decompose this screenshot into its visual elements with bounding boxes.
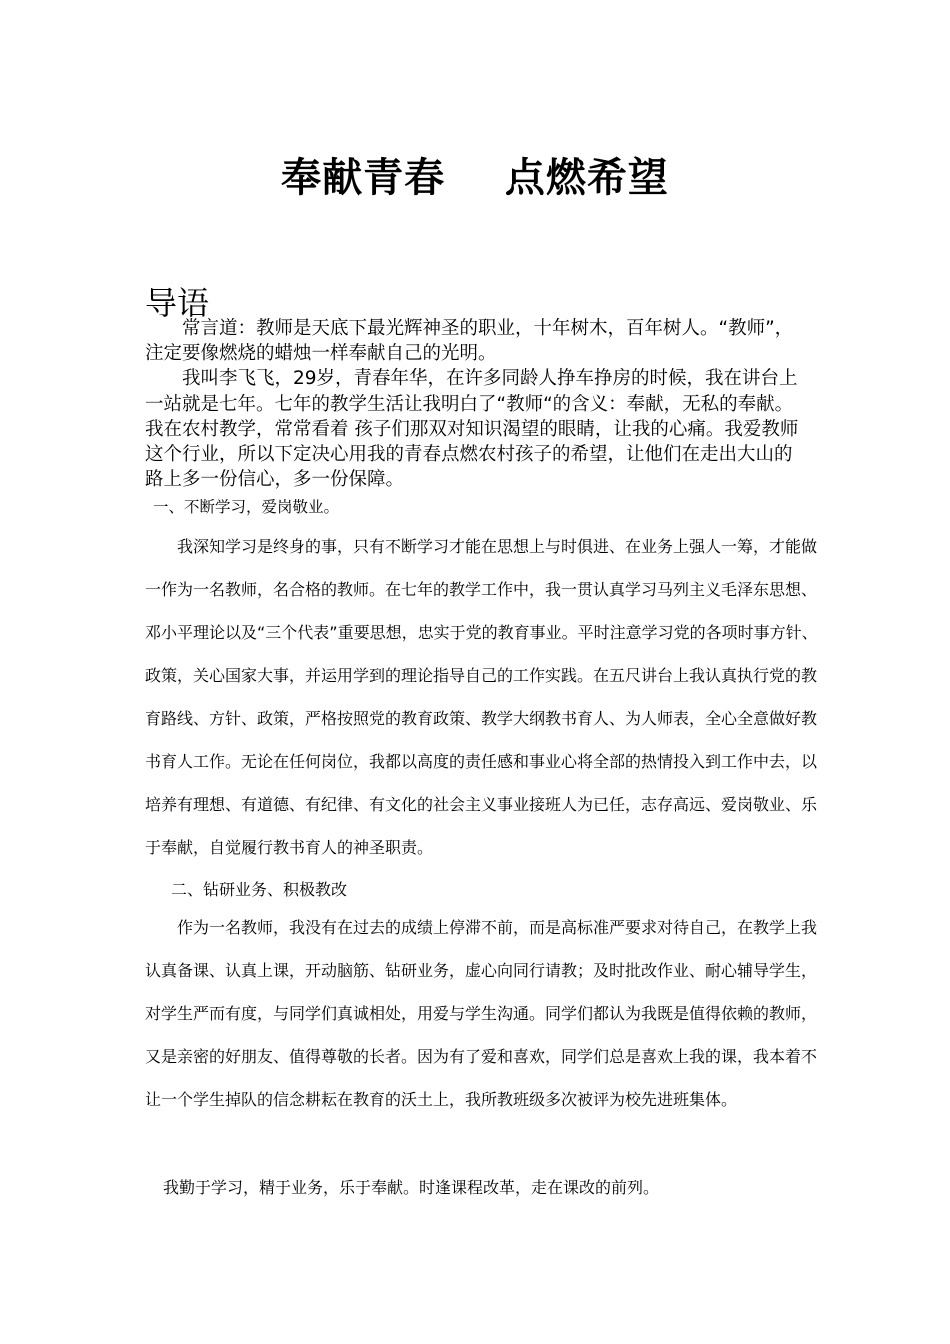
section-heading-2: 二、钻研业务、积极教改 [171,880,348,899]
section-1-body [145,525,825,869]
subheading-daoyu: 导语 [145,284,210,322]
section-2-paragraph: 作为一名教师，我没有在过去的成绩上停滞不前，而是高标准严要求对待自己，在教学上我认真备课、认真上课，开动脑筋、钻研业务，虚心向同行请教；及时批改作业、耐心辅导学生，对学生严而有度，与同学们真诚相处，用爱与学生沟通。同学们都认为我既是值得依赖的教师，又是亲密的好朋友、值得尊敬的长者。因为有了爱和喜欢，同学们总是喜欢上我的课，我本着不让一个学生掉队的信念耕耘在教育的沃土上，我所教班级多次被评为校先进班集体。 [145,918,818,1109]
section-1-paragraph: 我深知学习是终身的事，只有不断学习才能在思想上与时俱进、在业务上强人一筹，才能做一作为一名教师，名合格的教师。在七年的教学工作中，我一贯认真学习马列主义毛泽东思想、邓小平理论以及“三个代表”重要思想，忠实于党的教育事业。平时注意学习党的各项时事方针、政策，关心国家大事，并运用学到的理论指导自己的工作实践。在五尺讲台上我认真执行党的教育路线、方针、政策，严格按照党的教育政策、教学大纲教书育人、为人师表，全心全意做好教书育人工作。无论在任何岗位，我都以高度的责任感和事业心将全部的热情投入到工作中去，以培养有理想、有道德、有纪律、有文化的社会主义事业接班人为已任，志存高远、爱岗敬业、乐于奉献，自觉履行教书育人的神圣职责。 [145,537,818,857]
intro-paragraph-2: 我叫李飞飞，29岁，青春年华，在许多同龄人挣车挣房的时候，我在讲台上一站就是七年。七年的教学生活让我明白了“教师“的含义：奉献，无私的奉献。我在农村教学，常常看着 孩子们那双对知识渴望的眼睛，让我的心痛。我爱教师这个行业，所以下定决心用我的青春点燃农村孩子的希望，让他们在走出大山的路上多一份信心，多一份保障。 [145,368,799,491]
document-title: 奉献青春 点燃希望 [281,155,669,201]
intro-section [145,316,810,492]
section-2-body [145,906,825,1121]
closing-line: 我勤于学习，精于业务，乐于奉献。时逢课程改革，走在课改的前列。 [163,1178,660,1197]
section-heading-1: 一、不断学习，爱岗敬业。 [153,498,340,516]
intro-paragraph-1: 常言道：教师是天底下最光辉神圣的职业，十年树木，百年树人。“教师”，注定要像燃烧的蜡烛一样奉献自己的光明。 [145,318,794,365]
